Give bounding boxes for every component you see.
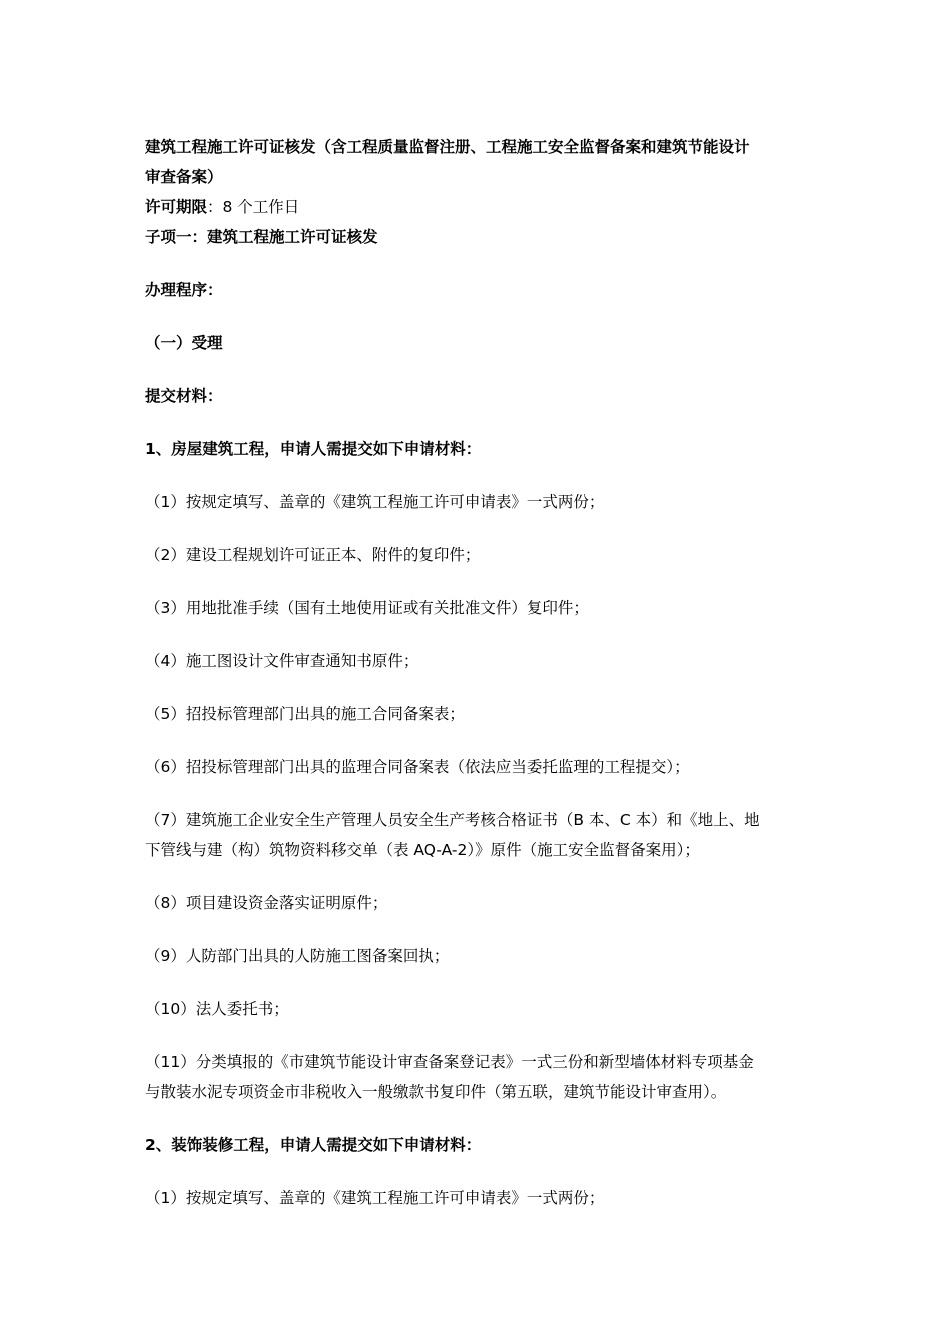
list-item: （1）按规定填写、盖章的《建筑工程施工许可申请表》一式两份； [145,1189,605,1207]
document-title-line-2: 审查备案） [145,168,223,186]
list-item: （1）按规定填写、盖章的《建筑工程施工许可申请表》一式两份； [145,493,605,511]
list-item: （6）招投标管理部门出具的监理合同备案表（依法应当委托监理的工程提交）； [145,758,690,776]
permit-period-value: ：8 个工作日 [207,198,300,216]
permit-period [145,192,810,222]
list-item-11-line-2: 与散装水泥专项资金市非税收入一般缴款书复印件（第五联，建筑节能设计审查用）。 [145,1083,727,1101]
list-item: （10）法人委托书； [145,1000,289,1018]
permit-period-label: 许可期限 [145,198,208,216]
list-item: （3）用地批准手续（国有土地使用证或有关批准文件）复印件； [145,599,589,617]
materials-heading: 提交材料： [145,387,223,405]
list-item: （9）人防部门出具的人防施工图备案回执； [145,947,450,965]
list-item: （8）项目建设资金落实证明原件； [145,894,388,912]
list-item: （4）施工图设计文件审查通知书原件； [145,652,419,670]
document-page [145,132,810,1213]
list-item-11-line-1: （11）分类填报的《市建筑节能设计审查备案登记表》一式三份和新型墙体材料专项基金 [145,1053,754,1071]
section-1-heading: 1、房屋建筑工程，申请人需提交如下申请材料： [145,440,482,458]
subitem-heading: 子项一：建筑工程施工许可证核发 [145,228,378,246]
list-item-7-line-1: （7）建筑施工企业安全生产管理人员安全生产考核合格证书（B 本、C 本）和《地上、地 [145,811,760,829]
step-heading: （一）受理 [145,334,223,352]
section-2-heading: 2、装饰装修工程，申请人需提交如下申请材料： [145,1136,482,1154]
list-item-7-line-2: 下管线与建（构）筑物资料移交单（表 AQ-A-2）》原件（施工安全监督备案用）； [145,841,700,859]
document-title-line-1: 建筑工程施工许可证核发（含工程质量监督注册、工程施工安全监督备案和建筑节能设计 [145,138,750,156]
list-item: （2）建设工程规划许可证正本、附件的复印件； [145,546,481,564]
list-item: （5）招投标管理部门出具的施工合同备案表； [145,705,465,723]
procedure-heading: 办理程序： [145,281,223,299]
